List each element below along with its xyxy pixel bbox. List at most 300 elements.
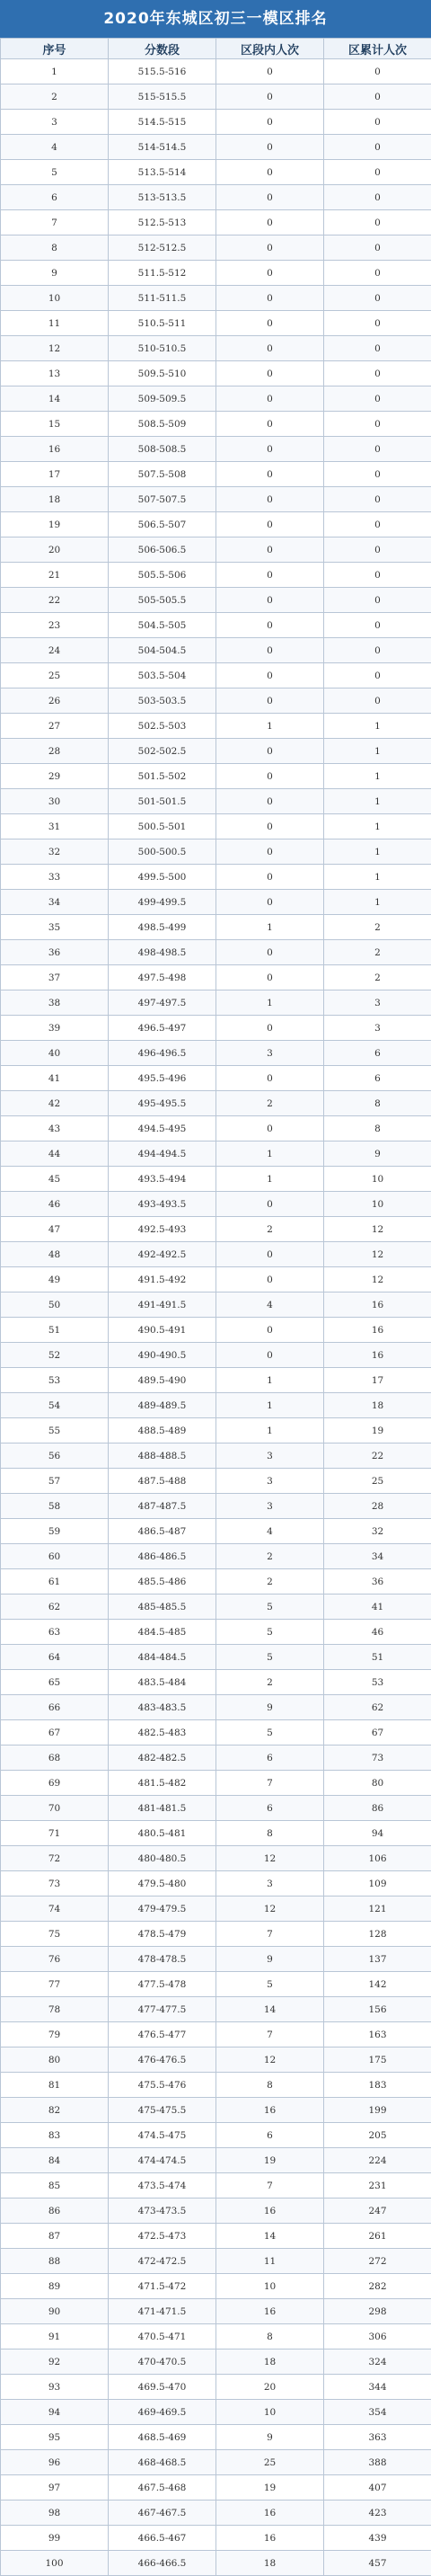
cell-cumulative-count: 12 <box>324 1242 431 1267</box>
table-row <box>1 336 431 361</box>
cell-count-in-range: 0 <box>216 814 324 839</box>
cell-score-range: 511.5-512 <box>109 261 216 286</box>
cell-score-range: 507-507.5 <box>109 487 216 512</box>
table-row <box>1 2500 431 2526</box>
cell-count-in-range: 0 <box>216 965 324 990</box>
table-row <box>1 613 431 638</box>
cell-cumulative-count: 324 <box>324 2349 431 2375</box>
cell-score-range: 487.5-488 <box>109 1469 216 1494</box>
cell-count-in-range: 11 <box>216 2249 324 2274</box>
cell-cumulative-count: 86 <box>324 1796 431 1821</box>
cell-score-range: 486.5-487 <box>109 1519 216 1544</box>
cell-count-in-range: 16 <box>216 2299 324 2324</box>
cell-cumulative-count: 1 <box>324 739 431 764</box>
cell-cumulative-count: 0 <box>324 311 431 336</box>
cell-cumulative-count: 183 <box>324 2073 431 2098</box>
cell-index: 45 <box>1 1167 109 1192</box>
cell-count-in-range: 2 <box>216 1670 324 1695</box>
cell-count-in-range: 2 <box>216 1091 324 1116</box>
cell-index: 79 <box>1 2022 109 2047</box>
cell-cumulative-count: 16 <box>324 1292 431 1318</box>
cell-count-in-range: 0 <box>216 235 324 261</box>
cell-score-range: 478-478.5 <box>109 1947 216 1972</box>
cell-count-in-range: 0 <box>216 59 324 84</box>
cell-cumulative-count: 224 <box>324 2148 431 2173</box>
table-row <box>1 1896 431 1922</box>
table-row <box>1 1116 431 1141</box>
cell-cumulative-count: 272 <box>324 2249 431 2274</box>
cell-cumulative-count: 388 <box>324 2450 431 2475</box>
cell-score-range: 480.5-481 <box>109 1821 216 1846</box>
cell-score-range: 502-502.5 <box>109 739 216 764</box>
cell-score-range: 482.5-483 <box>109 1720 216 1745</box>
cell-index: 82 <box>1 2098 109 2123</box>
cell-cumulative-count: 137 <box>324 1947 431 1972</box>
cell-score-range: 496.5-497 <box>109 1016 216 1041</box>
cell-cumulative-count: 22 <box>324 1443 431 1469</box>
cell-cumulative-count: 128 <box>324 1922 431 1947</box>
cell-count-in-range: 8 <box>216 2324 324 2349</box>
cell-index: 27 <box>1 714 109 739</box>
table-row <box>1 2249 431 2274</box>
cell-count-in-range: 1 <box>216 1167 324 1192</box>
table-row <box>1 764 431 789</box>
cell-cumulative-count: 423 <box>324 2500 431 2526</box>
cell-index: 14 <box>1 386 109 412</box>
cell-index: 84 <box>1 2148 109 2173</box>
cell-cumulative-count: 18 <box>324 1393 431 1418</box>
cell-cumulative-count: 1 <box>324 764 431 789</box>
table-row <box>1 2022 431 2047</box>
cell-score-range: 507.5-508 <box>109 462 216 487</box>
cell-cumulative-count: 8 <box>324 1116 431 1141</box>
cell-index: 85 <box>1 2173 109 2198</box>
cell-cumulative-count: 28 <box>324 1494 431 1519</box>
cell-index: 95 <box>1 2425 109 2450</box>
cell-count-in-range: 1 <box>216 990 324 1016</box>
cell-score-range: 468.5-469 <box>109 2425 216 2450</box>
cell-cumulative-count: 53 <box>324 1670 431 1695</box>
cell-count-in-range: 0 <box>216 462 324 487</box>
cell-count-in-range: 3 <box>216 1871 324 1896</box>
cell-count-in-range: 0 <box>216 487 324 512</box>
cell-count-in-range: 16 <box>216 2198 324 2224</box>
cell-cumulative-count: 306 <box>324 2324 431 2349</box>
cell-score-range: 500-500.5 <box>109 839 216 865</box>
cell-count-in-range: 1 <box>216 714 324 739</box>
cell-index: 64 <box>1 1645 109 1670</box>
cell-cumulative-count: 12 <box>324 1217 431 1242</box>
table-row <box>1 1267 431 1292</box>
cell-count-in-range: 16 <box>216 2526 324 2551</box>
table-row <box>1 1041 431 1066</box>
cell-index: 74 <box>1 1896 109 1922</box>
cell-index: 36 <box>1 940 109 965</box>
table-row <box>1 2551 431 2576</box>
cell-index: 42 <box>1 1091 109 1116</box>
cell-index: 52 <box>1 1343 109 1368</box>
cell-index: 75 <box>1 1922 109 1947</box>
cell-count-in-range: 25 <box>216 2450 324 2475</box>
cell-cumulative-count: 407 <box>324 2475 431 2500</box>
cell-count-in-range: 0 <box>216 739 324 764</box>
table-row <box>1 1066 431 1091</box>
cell-index: 53 <box>1 1368 109 1393</box>
table-row <box>1 2173 431 2198</box>
cell-score-range: 495-495.5 <box>109 1091 216 1116</box>
cell-score-range: 479-479.5 <box>109 1896 216 1922</box>
table-row <box>1 2047 431 2073</box>
cell-cumulative-count: 3 <box>324 1016 431 1041</box>
cell-cumulative-count: 32 <box>324 1519 431 1544</box>
cell-cumulative-count: 1 <box>324 890 431 915</box>
cell-score-range: 496-496.5 <box>109 1041 216 1066</box>
table-row <box>1 2400 431 2425</box>
cell-index: 76 <box>1 1947 109 1972</box>
cell-index: 41 <box>1 1066 109 1091</box>
cell-count-in-range: 20 <box>216 2375 324 2400</box>
cell-count-in-range: 5 <box>216 1720 324 1745</box>
table-row <box>1 2098 431 2123</box>
cell-cumulative-count: 0 <box>324 537 431 563</box>
cell-index: 49 <box>1 1267 109 1292</box>
cell-cumulative-count: 3 <box>324 990 431 1016</box>
table-row <box>1 814 431 839</box>
table-row <box>1 1343 431 1368</box>
cell-score-range: 513.5-514 <box>109 160 216 185</box>
cell-count-in-range: 0 <box>216 1066 324 1091</box>
cell-score-range: 512-512.5 <box>109 235 216 261</box>
cell-count-in-range: 0 <box>216 1192 324 1217</box>
cell-score-range: 510-510.5 <box>109 336 216 361</box>
cell-count-in-range: 8 <box>216 1821 324 1846</box>
cell-cumulative-count: 10 <box>324 1167 431 1192</box>
cell-count-in-range: 0 <box>216 1016 324 1041</box>
table-row <box>1 1947 431 1972</box>
table-row <box>1 2073 431 2098</box>
cell-index: 56 <box>1 1443 109 1469</box>
cell-index: 51 <box>1 1318 109 1343</box>
cell-index: 83 <box>1 2123 109 2148</box>
cell-score-range: 484-484.5 <box>109 1645 216 1670</box>
cell-index: 89 <box>1 2274 109 2299</box>
cell-index: 20 <box>1 537 109 563</box>
cell-cumulative-count: 0 <box>324 588 431 613</box>
cell-index: 91 <box>1 2324 109 2349</box>
cell-cumulative-count: 0 <box>324 563 431 588</box>
cell-cumulative-count: 156 <box>324 1997 431 2022</box>
cell-count-in-range: 0 <box>216 890 324 915</box>
cell-count-in-range: 1 <box>216 915 324 940</box>
cell-count-in-range: 0 <box>216 588 324 613</box>
cell-count-in-range: 1 <box>216 1418 324 1443</box>
cell-index: 72 <box>1 1846 109 1871</box>
cell-cumulative-count: 0 <box>324 261 431 286</box>
cell-index: 43 <box>1 1116 109 1141</box>
cell-score-range: 506-506.5 <box>109 537 216 563</box>
table-row <box>1 311 431 336</box>
table-row <box>1 1846 431 1871</box>
table-row <box>1 1469 431 1494</box>
cell-index: 17 <box>1 462 109 487</box>
cell-count-in-range: 0 <box>216 512 324 537</box>
cell-index: 68 <box>1 1745 109 1771</box>
cell-score-range: 511-511.5 <box>109 286 216 311</box>
table-row <box>1 563 431 588</box>
table-row <box>1 2123 431 2148</box>
cell-count-in-range: 7 <box>216 2022 324 2047</box>
cell-count-in-range: 1 <box>216 1141 324 1167</box>
cell-count-in-range: 2 <box>216 1217 324 1242</box>
cell-score-range: 492.5-493 <box>109 1217 216 1242</box>
table-row <box>1 1771 431 1796</box>
cell-cumulative-count: 0 <box>324 512 431 537</box>
cell-cumulative-count: 261 <box>324 2224 431 2249</box>
cell-index: 6 <box>1 185 109 210</box>
header-index: 序号 <box>1 39 109 59</box>
cell-count-in-range: 8 <box>216 2073 324 2098</box>
cell-cumulative-count: 73 <box>324 1745 431 1771</box>
cell-index: 50 <box>1 1292 109 1318</box>
cell-score-range: 466.5-467 <box>109 2526 216 2551</box>
cell-cumulative-count: 175 <box>324 2047 431 2073</box>
cell-index: 61 <box>1 1569 109 1594</box>
cell-score-range: 472.5-473 <box>109 2224 216 2249</box>
table-row <box>1 59 431 84</box>
cell-count-in-range: 0 <box>216 135 324 160</box>
table-row <box>1 1217 431 1242</box>
cell-count-in-range: 6 <box>216 1745 324 1771</box>
cell-cumulative-count: 0 <box>324 336 431 361</box>
cell-count-in-range: 4 <box>216 1292 324 1318</box>
table-row <box>1 2425 431 2450</box>
cell-score-range: 475-475.5 <box>109 2098 216 2123</box>
cell-count-in-range: 5 <box>216 1620 324 1645</box>
cell-index: 44 <box>1 1141 109 1167</box>
table-row <box>1 1192 431 1217</box>
cell-index: 97 <box>1 2475 109 2500</box>
cell-count-in-range: 0 <box>216 84 324 110</box>
cell-count-in-range: 10 <box>216 2274 324 2299</box>
cell-count-in-range: 2 <box>216 1569 324 1594</box>
cell-cumulative-count: 0 <box>324 638 431 663</box>
cell-cumulative-count: 16 <box>324 1318 431 1343</box>
cell-score-range: 513-513.5 <box>109 185 216 210</box>
cell-count-in-range: 6 <box>216 2123 324 2148</box>
cell-index: 60 <box>1 1544 109 1569</box>
cell-index: 59 <box>1 1519 109 1544</box>
cell-index: 26 <box>1 688 109 714</box>
cell-score-range: 514.5-515 <box>109 110 216 135</box>
cell-cumulative-count: 0 <box>324 663 431 688</box>
cell-cumulative-count: 67 <box>324 1720 431 1745</box>
cell-index: 78 <box>1 1997 109 2022</box>
table-row <box>1 1016 431 1041</box>
table-row <box>1 1720 431 1745</box>
cell-count-in-range: 19 <box>216 2475 324 2500</box>
cell-count-in-range: 16 <box>216 2500 324 2526</box>
table-header-row <box>1 39 431 59</box>
cell-index: 29 <box>1 764 109 789</box>
cell-score-range: 509.5-510 <box>109 361 216 386</box>
table-row <box>1 2148 431 2173</box>
cell-index: 77 <box>1 1972 109 1997</box>
cell-index: 5 <box>1 160 109 185</box>
table-row <box>1 437 431 462</box>
cell-count-in-range: 16 <box>216 2098 324 2123</box>
cell-score-range: 471.5-472 <box>109 2274 216 2299</box>
table-row <box>1 2375 431 2400</box>
cell-cumulative-count: 6 <box>324 1041 431 1066</box>
cell-cumulative-count: 0 <box>324 613 431 638</box>
cell-cumulative-count: 0 <box>324 135 431 160</box>
cell-score-range: 494.5-495 <box>109 1116 216 1141</box>
cell-cumulative-count: 205 <box>324 2123 431 2148</box>
cell-count-in-range: 5 <box>216 1594 324 1620</box>
cell-index: 31 <box>1 814 109 839</box>
cell-index: 93 <box>1 2375 109 2400</box>
cell-score-range: 488-488.5 <box>109 1443 216 1469</box>
cell-cumulative-count: 17 <box>324 1368 431 1393</box>
cell-count-in-range: 0 <box>216 412 324 437</box>
cell-score-range: 477.5-478 <box>109 1972 216 1997</box>
table-row <box>1 2274 431 2299</box>
table-row <box>1 915 431 940</box>
cell-index: 25 <box>1 663 109 688</box>
cell-cumulative-count: 298 <box>324 2299 431 2324</box>
cell-score-range: 504.5-505 <box>109 613 216 638</box>
cell-count-in-range: 0 <box>216 764 324 789</box>
cell-cumulative-count: 0 <box>324 437 431 462</box>
cell-count-in-range: 7 <box>216 1922 324 1947</box>
cell-index: 24 <box>1 638 109 663</box>
cell-score-range: 483-483.5 <box>109 1695 216 1720</box>
table-row <box>1 386 431 412</box>
cell-cumulative-count: 109 <box>324 1871 431 1896</box>
table-row <box>1 537 431 563</box>
cell-index: 22 <box>1 588 109 613</box>
cell-count-in-range: 0 <box>216 1343 324 1368</box>
table-row <box>1 487 431 512</box>
cell-score-range: 510.5-511 <box>109 311 216 336</box>
cell-count-in-range: 7 <box>216 1771 324 1796</box>
table-row <box>1 1972 431 1997</box>
cell-score-range: 487-487.5 <box>109 1494 216 1519</box>
cell-count-in-range: 14 <box>216 2224 324 2249</box>
cell-count-in-range: 12 <box>216 1896 324 1922</box>
table-row <box>1 2198 431 2224</box>
cell-cumulative-count: 0 <box>324 84 431 110</box>
table-row <box>1 235 431 261</box>
table-row <box>1 2299 431 2324</box>
cell-score-range: 474-474.5 <box>109 2148 216 2173</box>
table-row <box>1 865 431 890</box>
cell-score-range: 469-469.5 <box>109 2400 216 2425</box>
table-row <box>1 1141 431 1167</box>
cell-index: 99 <box>1 2526 109 2551</box>
cell-count-in-range: 0 <box>216 940 324 965</box>
cell-index: 96 <box>1 2450 109 2475</box>
table-row <box>1 2349 431 2375</box>
cell-cumulative-count: 247 <box>324 2198 431 2224</box>
cell-score-range: 492-492.5 <box>109 1242 216 1267</box>
table-row <box>1 1368 431 1393</box>
cell-index: 32 <box>1 839 109 865</box>
cell-score-range: 505.5-506 <box>109 563 216 588</box>
table-row <box>1 2526 431 2551</box>
cell-index: 3 <box>1 110 109 135</box>
cell-index: 34 <box>1 890 109 915</box>
cell-index: 2 <box>1 84 109 110</box>
cell-score-range: 485-485.5 <box>109 1594 216 1620</box>
cell-score-range: 473.5-474 <box>109 2173 216 2198</box>
cell-count-in-range: 0 <box>216 1116 324 1141</box>
cell-cumulative-count: 0 <box>324 361 431 386</box>
table-row <box>1 1544 431 1569</box>
cell-count-in-range: 0 <box>216 563 324 588</box>
cell-count-in-range: 0 <box>216 437 324 462</box>
cell-score-range: 486-486.5 <box>109 1544 216 1569</box>
cell-cumulative-count: 10 <box>324 1192 431 1217</box>
cell-cumulative-count: 2 <box>324 940 431 965</box>
cell-cumulative-count: 0 <box>324 487 431 512</box>
table-row <box>1 1670 431 1695</box>
cell-index: 19 <box>1 512 109 537</box>
cell-index: 40 <box>1 1041 109 1066</box>
cell-count-in-range: 0 <box>216 613 324 638</box>
table-row <box>1 1922 431 1947</box>
cell-cumulative-count: 0 <box>324 412 431 437</box>
cell-score-range: 503.5-504 <box>109 663 216 688</box>
cell-score-range: 500.5-501 <box>109 814 216 839</box>
cell-count-in-range: 0 <box>216 789 324 814</box>
table-row <box>1 462 431 487</box>
table-row <box>1 965 431 990</box>
cell-cumulative-count: 1 <box>324 865 431 890</box>
table-row <box>1 135 431 160</box>
cell-cumulative-count: 25 <box>324 1469 431 1494</box>
cell-score-range: 498.5-499 <box>109 915 216 940</box>
cell-score-range: 497.5-498 <box>109 965 216 990</box>
table-row <box>1 361 431 386</box>
cell-cumulative-count: 344 <box>324 2375 431 2400</box>
cell-index: 28 <box>1 739 109 764</box>
table-row <box>1 1091 431 1116</box>
cell-count-in-range: 0 <box>216 537 324 563</box>
cell-count-in-range: 0 <box>216 286 324 311</box>
cell-index: 33 <box>1 865 109 890</box>
table-row <box>1 261 431 286</box>
cell-score-range: 503-503.5 <box>109 688 216 714</box>
table-row <box>1 1871 431 1896</box>
cell-count-in-range: 0 <box>216 160 324 185</box>
cell-count-in-range: 0 <box>216 663 324 688</box>
cell-count-in-range: 5 <box>216 1972 324 1997</box>
page-title: 2020年东城区初三一模区排名 <box>0 0 431 38</box>
cell-score-range: 501-501.5 <box>109 789 216 814</box>
cell-cumulative-count: 0 <box>324 386 431 412</box>
cell-score-range: 476-476.5 <box>109 2047 216 2073</box>
header-score-range: 分数段 <box>109 39 216 59</box>
cell-index: 55 <box>1 1418 109 1443</box>
cell-count-in-range: 0 <box>216 361 324 386</box>
cell-score-range: 477-477.5 <box>109 1997 216 2022</box>
cell-index: 10 <box>1 286 109 311</box>
table-row <box>1 1594 431 1620</box>
cell-cumulative-count: 16 <box>324 1343 431 1368</box>
cell-index: 92 <box>1 2349 109 2375</box>
cell-cumulative-count: 80 <box>324 1771 431 1796</box>
